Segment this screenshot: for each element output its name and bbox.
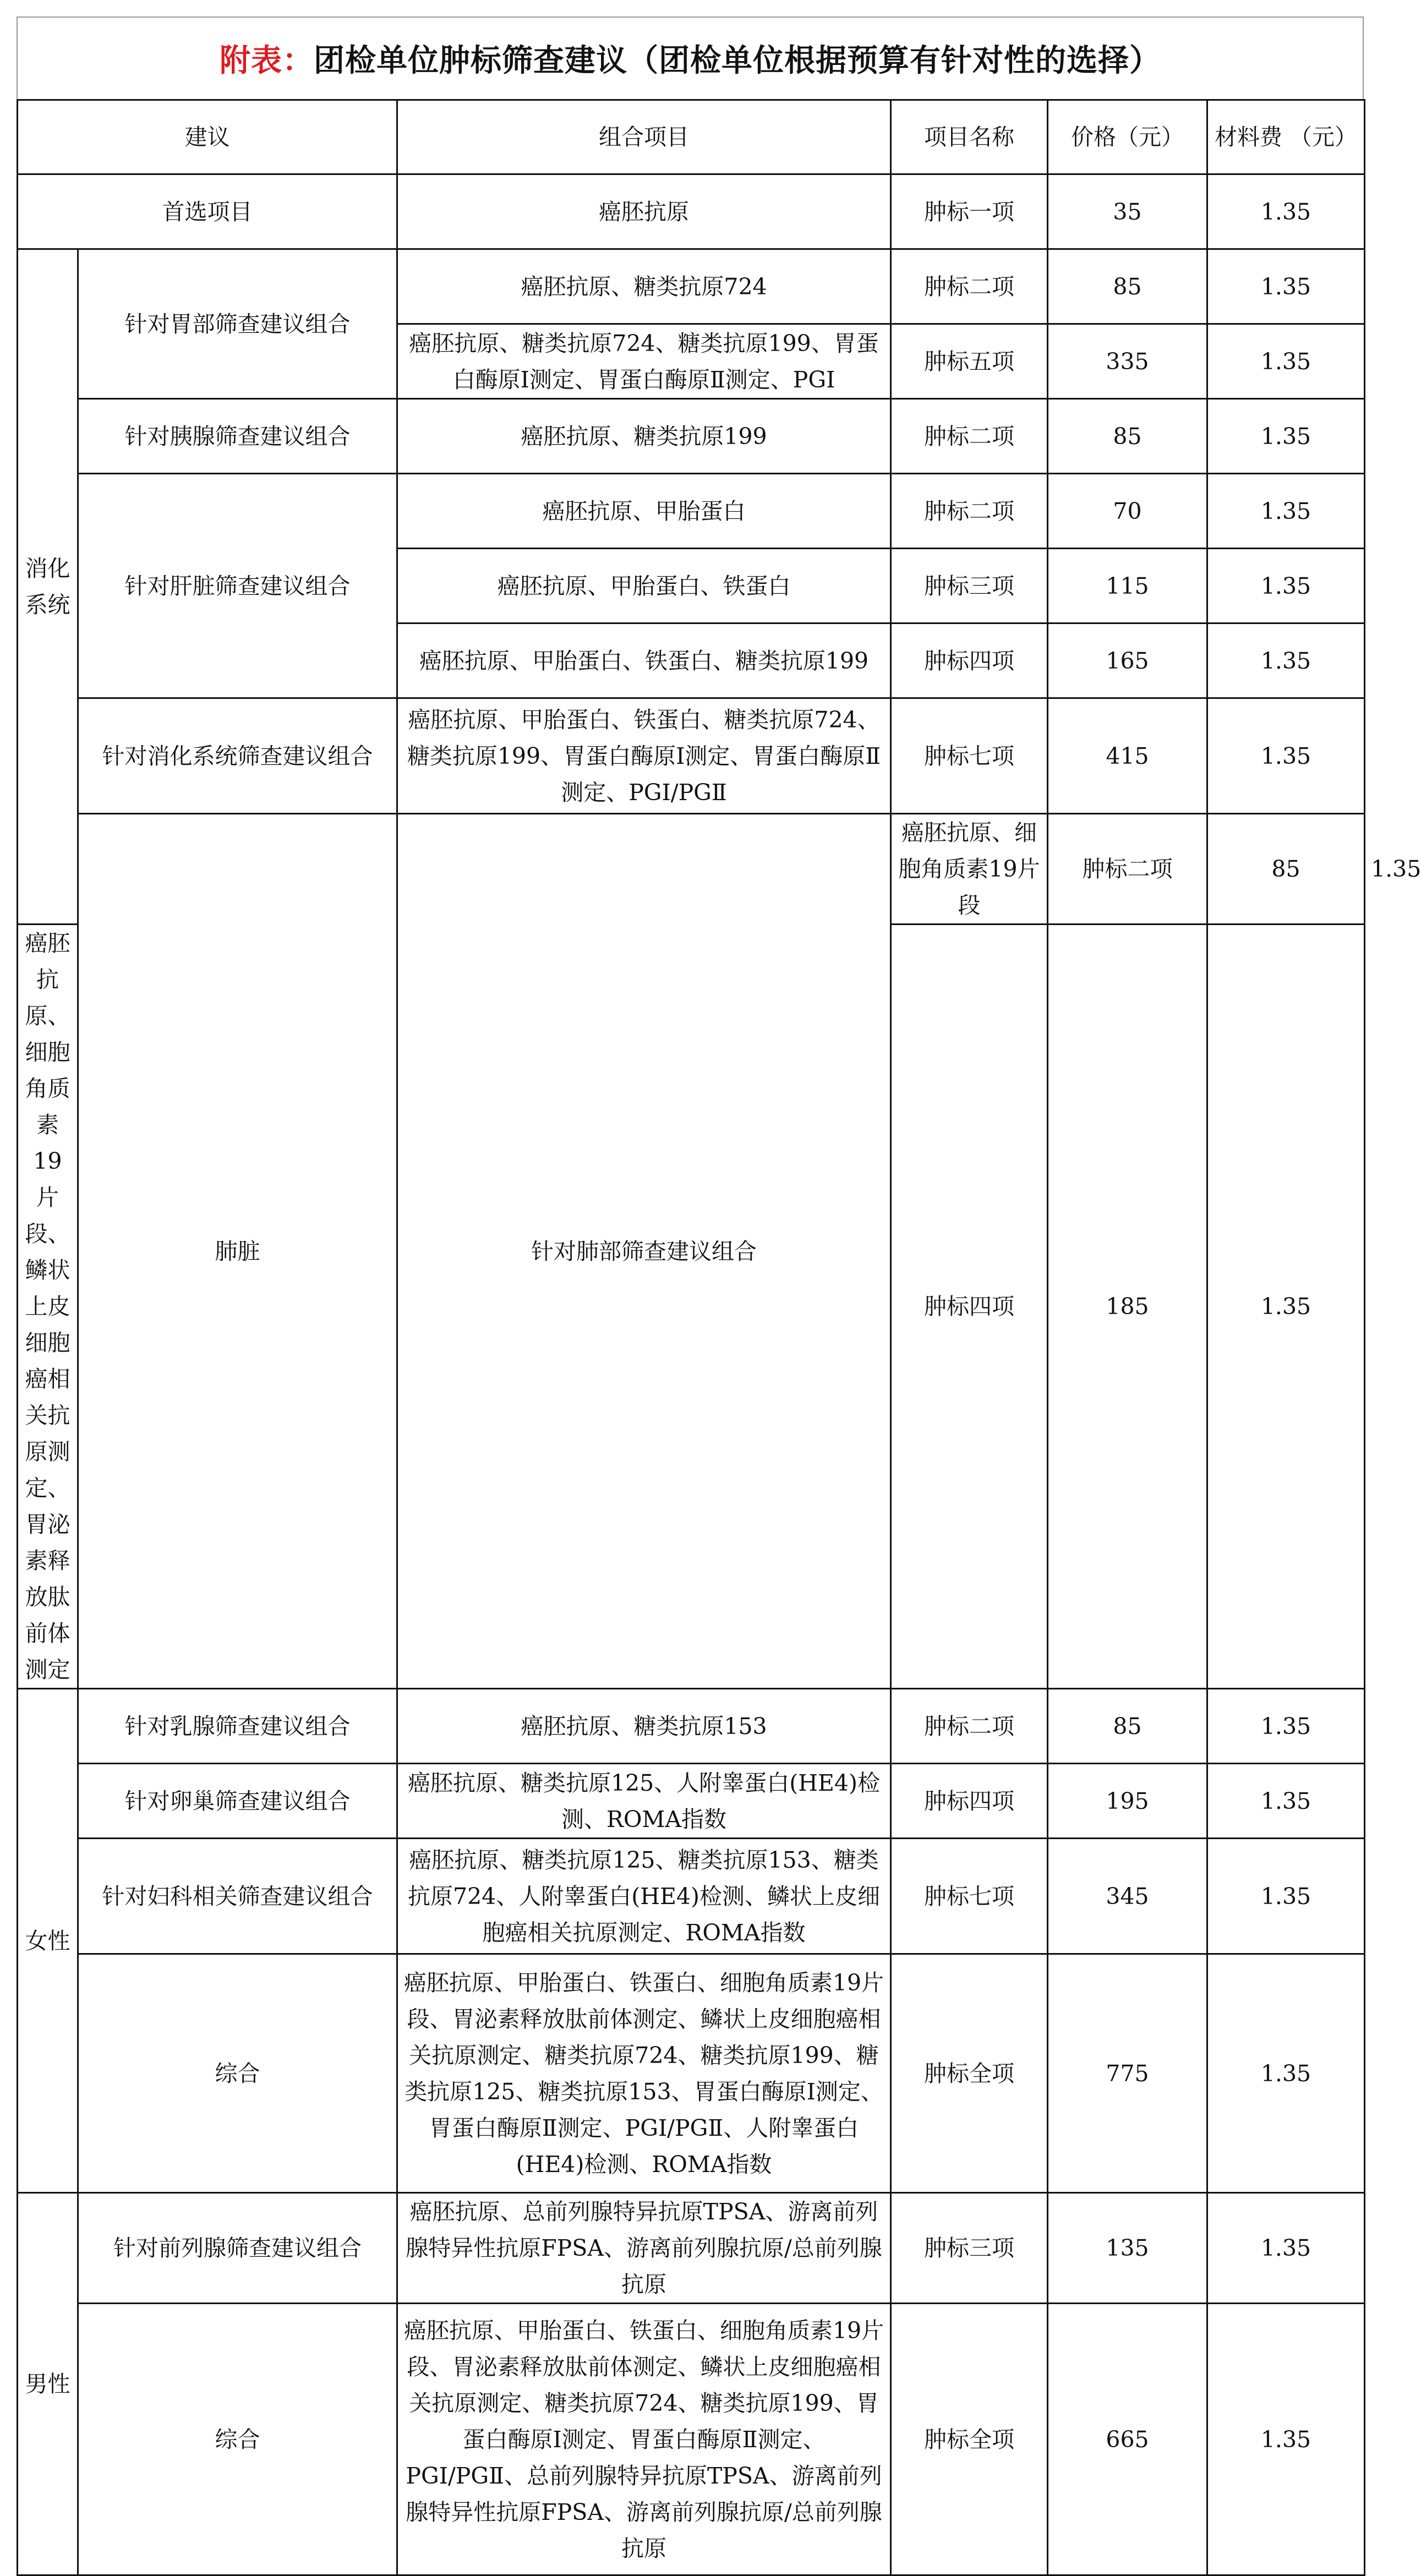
screening-table [17, 99, 1421, 2576]
table-row [18, 698, 1365, 814]
combo-cell: 癌胚抗原、甲胎蛋白、铁蛋白、细胞角质素19片段、胃泌素释放肽前体测定、鳞状上皮细胞癌相关抗原测定、糖类抗原724、糖类抗原199、胃蛋白酶原Ⅰ测定、胃蛋白酶原Ⅱ测定、PGⅠ/PGⅡ、总前列腺特异抗原TPSA、游离前列腺特异性抗原FPSA、游离前列腺抗原/总前列腺抗原 [397, 2304, 891, 2575]
combo-cell: 癌胚抗原、甲胎蛋白、铁蛋白、细胞角质素19片段、胃泌素释放肽前体测定、鳞状上皮细胞癌相关抗原测定、糖类抗原724、糖类抗原199、糖类抗原125、糖类抗原153、胃蛋白酶原Ⅰ测定、胃蛋白酶原Ⅱ测定、PGⅠ/PGⅡ、人附睾蛋白(HE4)检测、ROMA指数 [397, 1954, 891, 2193]
material-cell: 1.35 [1207, 174, 1365, 249]
name-cell: 肿标四项 [891, 1764, 1048, 1839]
header-suggestion: 建议 [18, 100, 397, 174]
subcategory-cell: 针对前列腺筛查建议组合 [78, 2193, 397, 2304]
combo-cell: 癌胚抗原、糖类抗原153 [397, 1689, 891, 1764]
category-cell: 肺脏 [78, 814, 397, 1689]
material-cell: 1.35 [1207, 1954, 1365, 2193]
table-row [18, 1954, 1365, 2193]
subcategory-cell: 针对胃部筛查建议组合 [78, 249, 397, 399]
price-cell: 115 [1048, 549, 1207, 624]
title-prefix: 附表： [220, 43, 314, 79]
material-cell: 1.35 [1207, 2304, 1365, 2575]
price-cell: 415 [1048, 698, 1207, 814]
header-row [18, 100, 1365, 174]
table-row: 肺脏 针对肺部筛查建议组合 癌胚抗原、细胞角质素19片段 肿标二项 85 1.35 [18, 814, 1365, 925]
combo-cell: 癌胚抗原、细胞角质素19片段、鳞状上皮细胞癌相关抗原测定、胃泌素释放肽前体测定 [18, 925, 78, 1689]
subcategory-cell: 综合 [78, 2304, 397, 2575]
name-cell: 肿标一项 [891, 174, 1048, 249]
table-row [18, 174, 1365, 249]
material-cell: 1.35 [1207, 1689, 1365, 1764]
price-cell: 345 [1048, 1839, 1207, 1954]
name-cell: 肿标全项 [891, 2304, 1048, 2575]
subcategory-cell: 针对卵巢筛查建议组合 [78, 1764, 397, 1839]
material-cell: 1.35 [1207, 925, 1365, 1689]
material-cell: 1.35 [1207, 2193, 1365, 2304]
material-cell: 1.35 [1207, 249, 1365, 324]
material-cell: 1.35 [1207, 1839, 1365, 1954]
combo-cell: 癌胚抗原、总前列腺特异抗原TPSA、游离前列腺特异性抗原FPSA、游离前列腺抗原/总前列腺抗原 [397, 2193, 891, 2304]
name-cell: 肿标三项 [891, 2193, 1048, 2304]
name-cell: 肿标三项 [891, 549, 1048, 624]
title-main: 团检单位肿标筛查建议（团检单位根据预算有针对性的选择） [314, 43, 1161, 79]
combo-cell: 癌胚抗原、糖类抗原199 [397, 399, 891, 474]
table-row [18, 399, 1365, 474]
combo-cell: 癌胚抗原、甲胎蛋白、铁蛋白、糖类抗原724、糖类抗原199、胃蛋白酶原Ⅰ测定、胃蛋白酶原Ⅱ测定、PGⅠ/PGⅡ [397, 698, 891, 814]
table-row [18, 1839, 1365, 1954]
name-cell: 肿标四项 [891, 925, 1048, 1689]
header-name: 项目名称 [891, 100, 1048, 174]
combo-cell: 癌胚抗原、甲胎蛋白、铁蛋白、糖类抗原199 [397, 624, 891, 698]
price-cell: 135 [1048, 2193, 1207, 2304]
name-cell: 肿标四项 [891, 624, 1048, 698]
name-cell: 肿标二项 [891, 399, 1048, 474]
material-cell: 1.35 [1207, 549, 1365, 624]
table-row [18, 1764, 1365, 1839]
name-cell: 肿标全项 [891, 1954, 1048, 2193]
table-row [18, 2193, 1365, 2304]
table-row [18, 249, 1365, 324]
name-cell: 肿标七项 [891, 698, 1048, 814]
header-price: 价格（元） [1048, 100, 1207, 174]
subcategory-cell: 针对肺部筛查建议组合 [397, 814, 891, 1689]
row-label: 首选项目 [18, 174, 397, 249]
subcategory-cell: 针对妇科相关筛查建议组合 [78, 1839, 397, 1954]
combo-cell: 癌胚抗原、甲胎蛋白、铁蛋白 [397, 549, 891, 624]
material-cell: 1.35 [1207, 324, 1365, 399]
category-cell: 消化系统 [18, 249, 78, 925]
material-cell: 1.35 [1207, 624, 1365, 698]
combo-cell: 癌胚抗原、细胞角质素19片段 [891, 814, 1048, 925]
table-row [18, 474, 1365, 549]
subcategory-cell: 针对胰腺筛查建议组合 [78, 399, 397, 474]
material-cell: 1.35 [1207, 474, 1365, 549]
name-cell: 肿标二项 [891, 249, 1048, 324]
material-cell: 1.35 [1207, 698, 1365, 814]
header-material: 材料费 （元） [1207, 100, 1365, 174]
combo-cell: 癌胚抗原、糖类抗原125、人附睾蛋白(HE4)检测、ROMA指数 [397, 1764, 891, 1839]
combo-cell: 癌胚抗原、糖类抗原125、糖类抗原153、糖类抗原724、人附睾蛋白(HE4)检测、鳞状上皮细胞癌相关抗原测定、ROMA指数 [397, 1839, 891, 1954]
price-cell: 335 [1048, 324, 1207, 399]
price-cell: 85 [1048, 249, 1207, 324]
combo-cell: 癌胚抗原、糖类抗原724 [397, 249, 891, 324]
subcategory-cell: 针对肝脏筛查建议组合 [78, 474, 397, 698]
price-cell: 775 [1048, 1954, 1207, 2193]
price-cell: 185 [1048, 925, 1207, 1689]
subcategory-cell: 针对消化系统筛查建议组合 [78, 698, 397, 814]
page-title [17, 17, 1364, 99]
material-cell: 1.35 [1207, 1764, 1365, 1839]
category-cell: 男性 [18, 2193, 78, 2575]
material-cell: 1.35 [1207, 399, 1365, 474]
price-cell: 35 [1048, 174, 1207, 249]
table-row [18, 1689, 1365, 1764]
combo-cell: 癌胚抗原 [397, 174, 891, 249]
price-cell: 85 [1048, 1689, 1207, 1764]
category-cell: 女性 [18, 1689, 78, 2193]
table-row [18, 2304, 1365, 2575]
name-cell: 肿标七项 [891, 1839, 1048, 1954]
header-combo: 组合项目 [397, 100, 891, 174]
combo-cell: 癌胚抗原、甲胎蛋白 [397, 474, 891, 549]
price-cell: 165 [1048, 624, 1207, 698]
subcategory-cell: 综合 [78, 1954, 397, 2193]
price-cell: 70 [1048, 474, 1207, 549]
name-cell: 肿标二项 [1048, 814, 1207, 925]
name-cell: 肿标五项 [891, 324, 1048, 399]
combo-cell: 癌胚抗原、糖类抗原724、糖类抗原199、胃蛋白酶原Ⅰ测定、胃蛋白酶原Ⅱ测定、PGⅠ [397, 324, 891, 399]
price-cell: 85 [1048, 399, 1207, 474]
name-cell: 肿标二项 [891, 474, 1048, 549]
subcategory-cell: 针对乳腺筛查建议组合 [78, 1689, 397, 1764]
name-cell: 肿标二项 [891, 1689, 1048, 1764]
price-cell: 85 [1207, 814, 1365, 925]
price-cell: 665 [1048, 2304, 1207, 2575]
price-cell: 195 [1048, 1764, 1207, 1839]
